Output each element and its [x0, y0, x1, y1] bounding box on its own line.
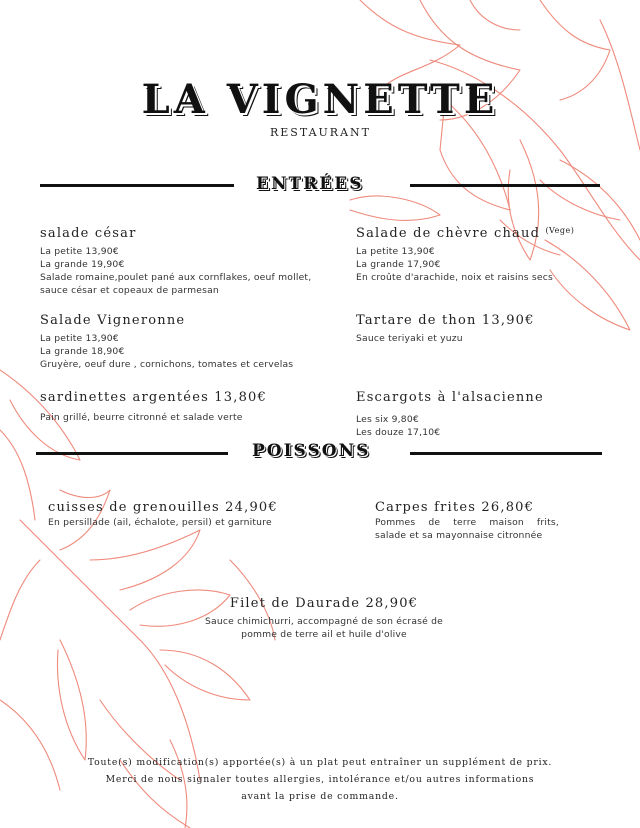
allergy-notice — [50, 754, 590, 805]
item-price-douze: Les douze 17,10€ — [356, 427, 441, 438]
menu-item-salade-chevre — [356, 226, 616, 284]
item-name: Escargots à l'alsacienne — [356, 390, 544, 405]
item-name: Tartare de thon 13,90€ — [356, 313, 535, 328]
item-price-petite: La petite 13,90€ — [356, 246, 435, 257]
item-description: Pain grillé, beurre citronné et salade verte — [40, 412, 243, 423]
item-name: Salade de chèvre chaud — [356, 226, 541, 241]
menu-item-grenouilles — [48, 500, 348, 529]
vegetarian-note: (Vege) — [545, 226, 575, 235]
menu-item-salade-vigneronne — [40, 313, 340, 371]
notice-line: avant la prise de commande. — [241, 791, 399, 802]
item-price-grande: La grande 17,90€ — [356, 259, 441, 270]
menu-item-salade-cesar — [40, 226, 340, 297]
item-description: Salade romaine,poulet pané aux cornflakes, oeuf mollet, — [40, 272, 312, 283]
menu-item-sardinettes — [40, 390, 340, 424]
item-description: Pommes de terre maison frits, — [375, 517, 559, 528]
menu-item-daurade — [170, 596, 478, 641]
item-description: Sauce teriyaki et yuzu — [356, 333, 463, 344]
divider-left-poissons — [36, 452, 228, 455]
item-description: Gruyère, oeuf dure , cornichons, tomates et cervelas — [40, 359, 294, 370]
restaurant-title: LA VIGNETTE — [141, 76, 499, 123]
item-description: En croûte d'arachide, noix et raisins secs — [356, 272, 553, 283]
item-price-petite: La petite 13,90€ — [40, 333, 119, 344]
item-description: Sauce chimichurri, accompagné de son écrasé de — [204, 616, 444, 627]
item-description: sauce césar et copeaux de parmesan — [40, 285, 219, 296]
item-name: Carpes frites 26,80€ — [375, 500, 535, 515]
item-description: salade et sa mayonnaise citronnée — [375, 530, 543, 541]
notice-line: Toute(s) modification(s) apportée(s) à un plat peut entraîner un supplément de prix. — [87, 757, 553, 768]
item-name: cuisses de grenouilles 24,90€ — [48, 500, 278, 515]
item-name: Filet de Daurade 28,90€ — [229, 596, 419, 611]
item-price-petite: La petite 13,90€ — [40, 246, 119, 257]
item-price-grande: La grande 19,90€ — [40, 259, 125, 270]
notice-line: Merci de nous signaler toutes allergies, intolérance et/ou autres informations — [105, 774, 535, 785]
item-name: Salade Vigneronne — [40, 313, 186, 328]
divider-right-poissons — [410, 452, 602, 455]
item-description: En persillade (ail, échalote, persil) et garniture — [48, 517, 272, 528]
item-name: salade césar — [40, 226, 137, 241]
divider-left-entrees — [40, 184, 234, 187]
section-title-entrees: ENTRÉES — [256, 174, 364, 194]
item-price-grande: La grande 18,90€ — [40, 346, 125, 357]
item-description: pomme de terre ail et huile d'olive — [241, 629, 407, 640]
divider-right-entrees — [410, 184, 600, 187]
menu-item-carpes — [375, 500, 559, 542]
item-name: sardinettes argentées 13,80€ — [40, 390, 267, 405]
menu-item-tartare-thon — [356, 313, 616, 345]
item-price-six: Les six 9,80€ — [356, 414, 419, 425]
menu-item-escargots — [356, 390, 616, 439]
restaurant-subtitle: RESTAURANT — [270, 126, 371, 139]
section-title-poissons: POISSONS — [252, 441, 371, 461]
